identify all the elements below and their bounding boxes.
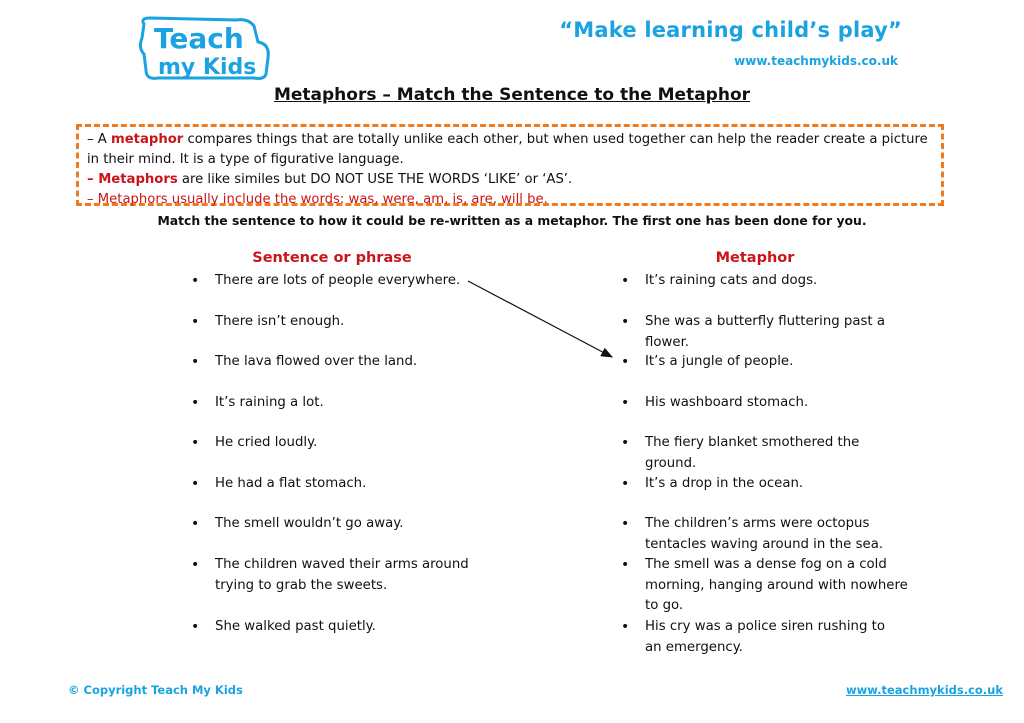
keyword-metaphor: metaphor [111,132,184,147]
sentence-item[interactable]: • The children waved their arms around trying to grab the sweets. [191,555,475,596]
instruction-text: Match the sentence to how it could be re-written as a metaphor. The first one has been done for you. [157,213,867,228]
metaphor-item[interactable]: • The fiery blanket smothered the ground. [621,433,885,474]
metaphor-item[interactable]: • The children’s arms were octopus tentacles waving around in the sea. [621,514,895,555]
definition-text: compares things that are totally unlike each other, but when used together can help the reader create a picture in their mind. It is a type of figurative language. [87,132,928,167]
sentence-item[interactable]: • She walked past quietly. [191,617,376,638]
sentence-item[interactable]: • The smell wouldn’t go away. [191,514,403,535]
metaphor-column-header: Metaphor [715,250,795,266]
sentence-item[interactable]: • It’s raining a lot. [191,393,324,414]
arrow-line [468,281,612,357]
metaphor-item[interactable]: • The smell was a dense fog on a cold morning, hanging around with nowhere to go. [621,555,915,617]
site-url-top[interactable]: www.teachmykids.co.uk [734,54,898,68]
definition-box [76,124,944,206]
sentence-item[interactable]: • He cried loudly. [191,433,317,454]
sentence-item[interactable]: • There isn’t enough. [191,312,344,333]
metaphor-item[interactable]: • His cry was a police siren rushing to an emergency. [621,617,895,658]
metaphor-item[interactable]: • It’s a jungle of people. [621,352,793,373]
page-title: Metaphors – Match the Sentence to the Metaphor [273,85,751,105]
sentence-column-header: Sentence or phrase [252,250,412,266]
metaphor-item[interactable]: • It’s raining cats and dogs. [621,271,817,292]
copyright-notice: © Copyright Teach My Kids [68,683,243,697]
definition-line-3: – Metaphors usually include the words: was, were, am, is, are, will be. [87,192,548,207]
sentence-item[interactable]: • He had a flat stomach. [191,474,366,495]
bullet-dash: – [87,172,99,187]
metaphor-item[interactable]: • It’s a drop in the ocean. [621,474,803,495]
logo-line1: Teach [154,22,244,55]
logo-line2: my Kids [158,55,257,80]
sentence-item[interactable]: • The lava flowed over the land. [191,352,417,373]
sentence-item[interactable]: • There are lots of people everywhere. [191,271,460,292]
tagline: “Make learning child’s play” [559,18,902,42]
definition-line-2 [87,170,933,190]
footer-url-link[interactable]: www.teachmykids.co.uk [846,683,1004,697]
metaphor-item[interactable]: • She was a butterfly fluttering past a flower. [621,312,907,353]
metaphor-item[interactable]: • His washboard stomach. [621,393,808,414]
teach-my-kids-logo [136,14,276,82]
definition-line-1 [87,130,933,170]
bullet-dash: – A [87,132,111,147]
keyword-metaphors: Metaphors [98,172,178,187]
simile-note: are like similes but DO NOT USE THE WORDS ‘LIKE’ or ‘AS’. [177,172,573,187]
